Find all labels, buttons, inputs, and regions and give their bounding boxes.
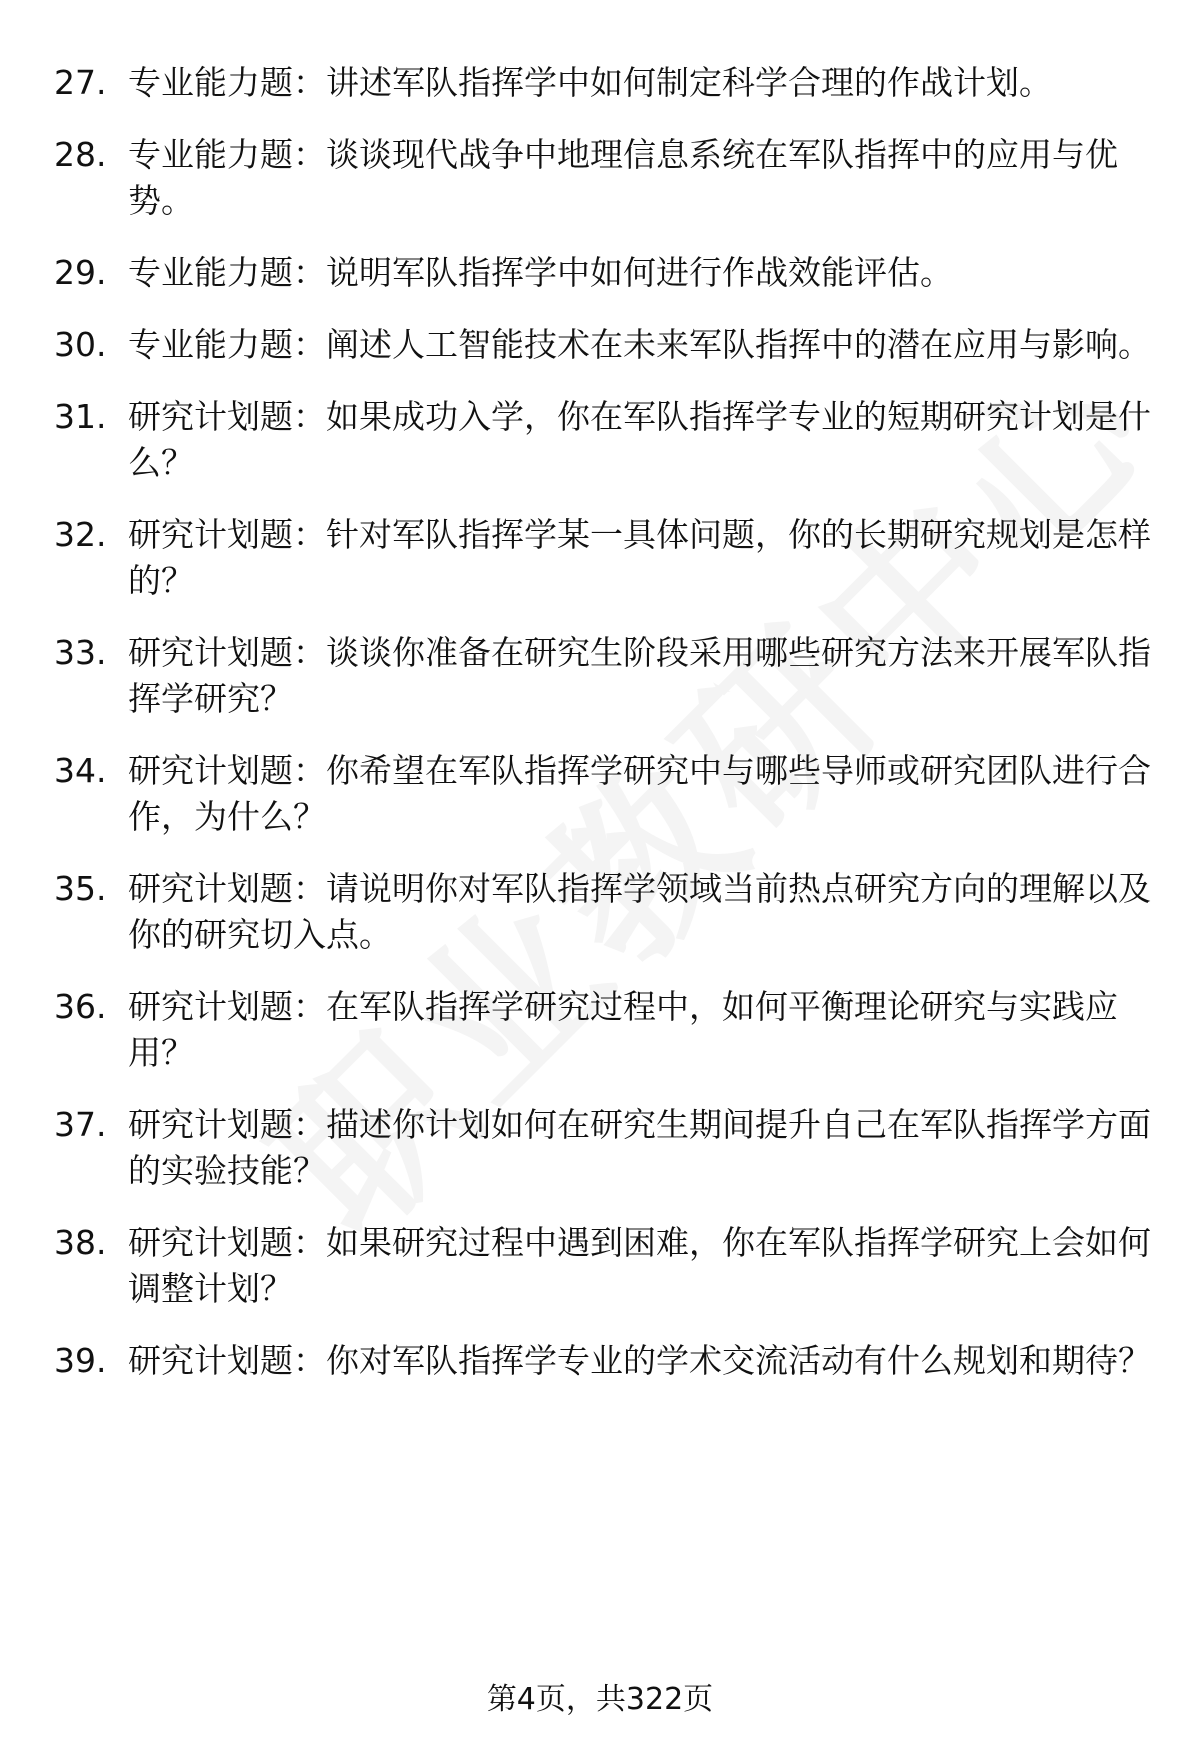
list-item xyxy=(54,132,1154,224)
question-text: 研究计划题：你希望在军队指挥学研究中与哪些导师或研究团队进行合作，为什么？ xyxy=(128,751,1151,836)
list-item xyxy=(54,866,1154,958)
list-item xyxy=(54,630,1154,722)
question-number: 28. xyxy=(54,135,107,174)
list-item xyxy=(54,60,1154,106)
question-text: 研究计划题：请说明你对军队指挥学领域当前热点研究方向的理解以及你的研究切入点。 xyxy=(128,869,1151,954)
question-list xyxy=(54,60,1154,1384)
list-item xyxy=(54,394,1154,486)
question-text: 研究计划题：针对军队指挥学某一具体问题，你的长期研究规划是怎样的？ xyxy=(128,515,1151,600)
question-text: 研究计划题：如果成功入学，你在军队指挥学专业的短期研究计划是什么？ xyxy=(128,397,1151,482)
list-item xyxy=(54,512,1154,604)
question-text: 研究计划题：谈谈你准备在研究生阶段采用哪些研究方法来开展军队指挥学研究？ xyxy=(128,633,1151,718)
list-item xyxy=(54,1220,1154,1312)
question-text: 专业能力题：说明军队指挥学中如何进行作战效能评估。 xyxy=(128,253,953,292)
question-number: 39. xyxy=(54,1341,107,1380)
question-number: 29. xyxy=(54,253,107,292)
list-item xyxy=(54,748,1154,840)
question-text: 专业能力题：阐述人工智能技术在未来军队指挥中的潜在应用与影响。 xyxy=(128,325,1151,364)
list-item xyxy=(54,322,1154,368)
question-number: 30. xyxy=(54,325,107,364)
question-number: 32. xyxy=(54,515,107,554)
question-number: 33. xyxy=(54,633,107,672)
question-text: 研究计划题：描述你计划如何在研究生期间提升自己在军队指挥学方面的实验技能？ xyxy=(128,1105,1151,1190)
question-text: 研究计划题：你对军队指挥学专业的学术交流活动有什么规划和期待？ xyxy=(128,1341,1151,1380)
question-number: 36. xyxy=(54,987,107,1026)
question-text: 研究计划题：如果研究过程中遇到困难，你在军队指挥学研究上会如何调整计划？ xyxy=(128,1223,1151,1308)
question-number: 38. xyxy=(54,1223,107,1262)
list-item xyxy=(54,984,1154,1076)
question-number: 37. xyxy=(54,1105,107,1144)
list-item xyxy=(54,250,1154,296)
list-item xyxy=(54,1102,1154,1194)
list-item xyxy=(54,1338,1154,1384)
question-number: 35. xyxy=(54,869,107,908)
page-number-label: 第4页，共322页 xyxy=(486,1682,714,1717)
page-footer xyxy=(0,1680,1200,1720)
question-number: 34. xyxy=(54,751,107,790)
question-text: 专业能力题：讲述军队指挥学中如何制定科学合理的作战计划。 xyxy=(128,63,1052,102)
question-text: 专业能力题：谈谈现代战争中地理信息系统在军队指挥中的应用与优势。 xyxy=(128,135,1118,220)
question-text: 研究计划题：在军队指挥学研究过程中，如何平衡理论研究与实践应用？ xyxy=(128,987,1118,1072)
question-number: 31. xyxy=(54,397,107,436)
question-number: 27. xyxy=(54,63,107,102)
